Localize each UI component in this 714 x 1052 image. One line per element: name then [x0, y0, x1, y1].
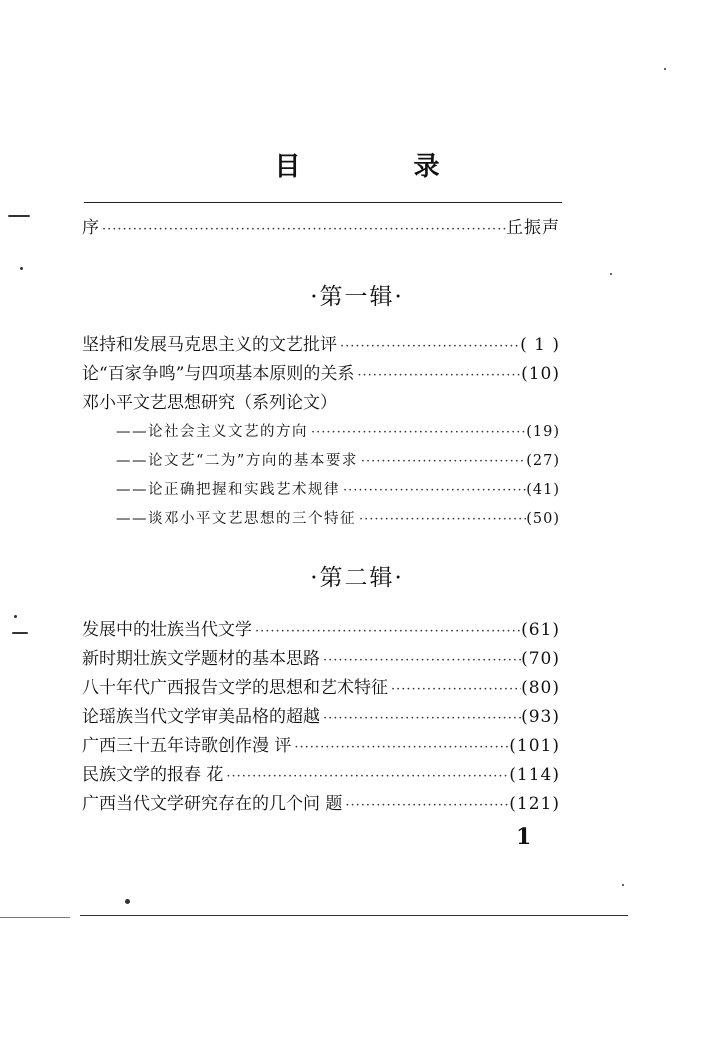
toc-subentry-label: ——论正确把握和实践艺术规律 — [116, 482, 340, 498]
toc-subentry — [116, 476, 560, 504]
toc-entry-label: 民族文学的报春 花 — [82, 765, 224, 785]
toc-subentry-label: ——论社会主义文艺的方向 — [116, 424, 308, 440]
toc-subentry — [116, 418, 560, 446]
toc-entry-page: (114) — [509, 765, 560, 785]
toc-entry — [82, 761, 560, 789]
leader-dots — [340, 477, 526, 505]
bottom-rule — [80, 915, 628, 916]
toc-entry — [82, 703, 560, 731]
toc-entry-series — [82, 389, 560, 417]
section-heading-2: ·第二辑· — [310, 565, 404, 591]
toc-entry-page: (80) — [521, 678, 560, 698]
leader-dots — [358, 448, 526, 476]
toc-entry — [82, 331, 560, 359]
toc-entry-page: (70) — [521, 649, 560, 669]
scan-speck — [8, 215, 30, 217]
scan-speck — [610, 273, 612, 275]
page-title: 目 录 — [274, 152, 492, 182]
toc-subentry — [116, 447, 560, 475]
toc-entry-label: 邓小平文艺思想研究（系列论文） — [82, 393, 337, 413]
toc-entry-label: 论瑶族当代文学审美品格的超越 — [82, 707, 320, 727]
leader-dots — [252, 618, 521, 646]
toc-entry-label: 序 — [82, 218, 99, 238]
scan-speck — [125, 899, 130, 904]
toc-entry-author: 丘振声 — [506, 218, 560, 238]
toc-entry — [82, 360, 560, 388]
toc-subentry-label: ——谈邓小平文艺思想的三个特征 — [116, 511, 356, 527]
leader-dots — [308, 419, 526, 447]
scan-speck — [622, 884, 624, 886]
toc-entry-label: 八十年代广西报告文学的思想和艺术特征 — [82, 678, 388, 698]
toc-subentry-page: (41) — [526, 482, 560, 498]
bottom-rule-left-fragment — [0, 917, 70, 918]
toc-entry-page: ( 1 ) — [520, 335, 560, 355]
toc-entry-page: (61) — [521, 620, 560, 640]
leader-dots — [320, 705, 521, 733]
toc-subentry-page: (27) — [526, 453, 560, 469]
scan-speck — [12, 632, 28, 634]
scan-speck — [664, 68, 666, 70]
toc-entry-page: (93) — [521, 707, 560, 727]
toc-entry — [82, 645, 560, 673]
toc-subentry — [116, 505, 560, 533]
toc-entry-label: 发展中的壮族当代文学 — [82, 620, 252, 640]
leader-dots — [99, 216, 506, 244]
toc-entry — [82, 616, 560, 644]
toc-entry-label: 广西三十五年诗歌创作漫 评 — [82, 736, 292, 756]
toc-entry-page: (101) — [509, 736, 560, 756]
leader-dots — [342, 792, 509, 820]
toc-subentry-label: ——论文艺“二为”方向的基本要求 — [116, 453, 358, 469]
scan-speck — [20, 267, 23, 270]
toc-entry — [82, 790, 560, 818]
leader-dots — [337, 333, 520, 361]
leader-dots — [354, 362, 521, 390]
section-heading-1: ·第一辑· — [310, 284, 404, 310]
top-rule — [84, 202, 562, 203]
scan-speck — [14, 615, 17, 618]
page-number: 1 — [516, 824, 532, 850]
leader-dots — [223, 763, 509, 791]
toc-entry-preface — [82, 214, 560, 242]
leader-dots — [291, 734, 509, 762]
toc-entry-page: (121) — [509, 794, 560, 814]
toc-entry-label: 论“百家争鸣”与四项基本原则的关系 — [82, 364, 355, 384]
leader-dots — [388, 676, 521, 704]
toc-entry-label: 广西当代文学研究存在的几个问 题 — [82, 794, 343, 814]
toc-entry-page: (10) — [521, 364, 560, 384]
toc-entry-label: 新时期壮族文学题材的基本思路 — [82, 649, 320, 669]
leader-dots — [356, 506, 526, 534]
toc-entry — [82, 732, 560, 760]
toc-entry-label: 坚持和发展马克思主义的文艺批评 — [82, 335, 337, 355]
toc-subentry-page: (19) — [526, 424, 560, 440]
toc-entry — [82, 674, 560, 702]
leader-dots — [320, 647, 521, 675]
toc-subentry-page: (50) — [526, 511, 560, 527]
